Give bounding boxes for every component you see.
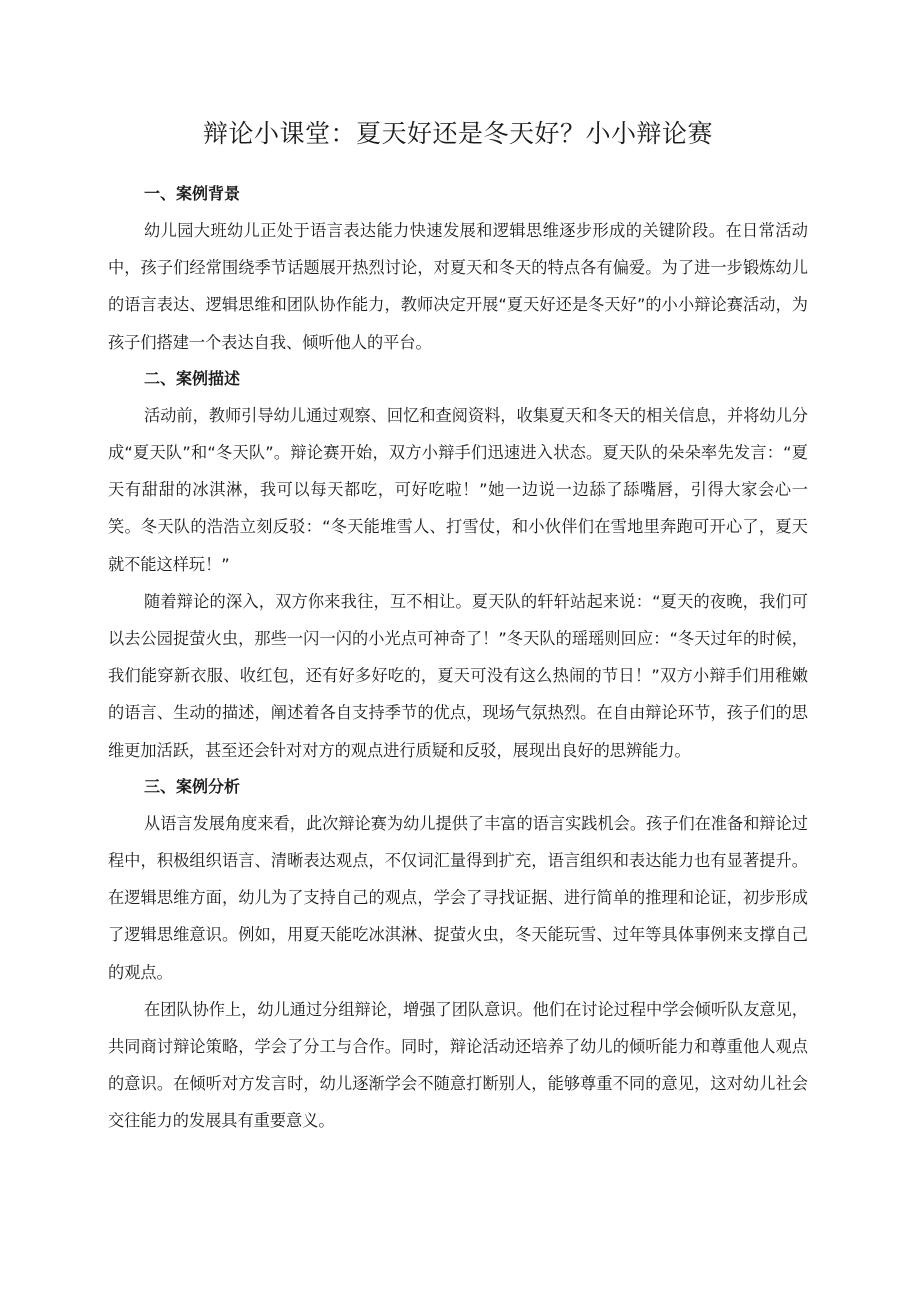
section-analysis: [108, 769, 808, 1140]
document-page: [108, 112, 808, 1140]
paragraph: 活动前，教师引导幼儿通过观察、回忆和查阅资料，收集夏天和冬天的相关信息，并将幼儿分成“夏天队”和“冬天队”。辩论赛开始，双方小辩手们迅速进入状态。夏天队的朵朵率先发言：“夏天有甜甜的冰淇淋，我可以每天都吃，可好吃啦！”她一边说一边舔了舔嘴唇，引得大家会心一笑。冬天队的浩浩立刻反驳：“冬天能堆雪人、打雪仗，和小伙伴们在雪地里奔跑可开心了，夏天就不能这样玩！”: [108, 405, 808, 574]
paragraph: 在团队协作上，幼儿通过分组辩论，增强了团队意识。他们在讨论过程中学会倾听队友意见，共同商讨辩论策略，学会了分工与合作。同时，辩论活动还培养了幼儿的倾听能力和尊重他人观点的意识。在倾听对方发言时，幼儿逐渐学会不随意打断别人，能够尊重不同的意见，这对幼儿社会交往能力的发展具有重要意义。: [108, 999, 808, 1131]
paragraph: 随着辩论的深入，双方你来我往，互不相让。夏天队的轩轩站起来说：“夏天的夜晚，我们可以去公园捉萤火虫，那些一闪一闪的小光点可神奇了！”冬天队的瑶瑶则回应：“冬天过年的时候，我们能穿新衣服、收红包，还有好多好吃的，夏天可没有这么热闹的节日！”双方小辩手们用稚嫩的语言、生动的描述，阐述着各自支持季节的优点，现场气氛热烈。在自由辩论环节，孩子们的思维更加活跃，甚至还会针对对方的观点进行质疑和反驳，展现出良好的思辨能力。: [108, 591, 808, 760]
section-background: [108, 176, 808, 361]
section-heading: 三、案例分析: [144, 776, 241, 796]
page-title: 辩论小课堂：夏天好还是冬天好？小小辩论赛: [202, 119, 713, 148]
section-description: [108, 361, 808, 769]
paragraph: 从语言发展角度来看，此次辩论赛为幼儿提供了丰富的语言实践机会。孩子们在准备和辩论过程中，积极组织语言、清晰表达观点，不仅词汇量得到扩充，语言组织和表达能力也有显著提升。在逻辑思维方面，幼儿为了支持自己的观点，学会了寻找证据、进行简单的推理和论证，初步形成了逻辑思维意识。例如，用夏天能吃冰淇淋、捉萤火虫，冬天能玩雪、过年等具体事例来支撑自己的观点。: [108, 813, 808, 982]
section-heading: 一、案例背景: [144, 184, 241, 203]
paragraph: 幼儿园大班幼儿正处于语言表达能力快速发展和逻辑思维逐步形成的关键阶段。在日常活动中，孩子们经常围绕季节话题展开热烈讨论，对夏天和冬天的特点各有偏爱。为了进一步锻炼幼儿的语言表达、逻辑思维和团队协作能力，教师决定开展“夏天好还是冬天好”的小小辩论赛活动，为孩子们搭建一个表达自我、倾听他人的平台。: [108, 221, 808, 352]
section-heading: 二、案例描述: [144, 368, 241, 388]
